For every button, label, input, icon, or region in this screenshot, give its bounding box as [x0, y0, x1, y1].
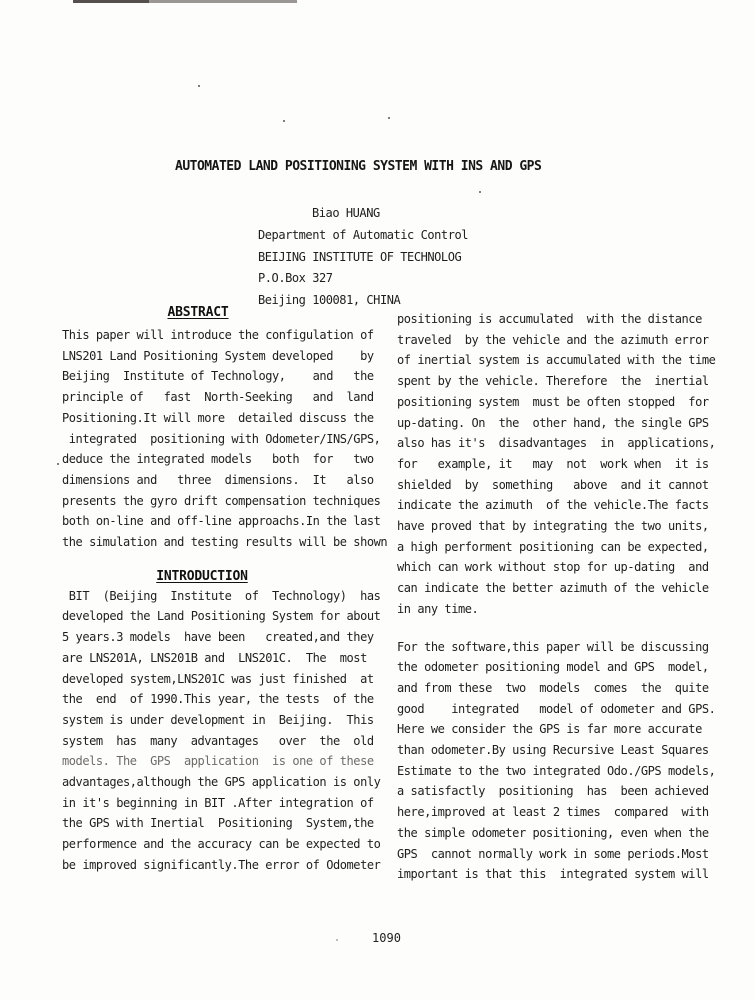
text-line: GPS cannot normally work in some periods.Most — [397, 846, 709, 861]
text-line: of inertial system is accumulated with the time — [397, 353, 716, 368]
text-line: Here we consider the GPS is far more accurate — [397, 722, 702, 737]
text-line: traveled by the vehicle and the azimuth error — [397, 332, 709, 347]
text-line: be improved significantly.The error of Odometer — [62, 857, 381, 872]
text-line: are LNS201A, LNS201B and LNS201C. The most — [62, 650, 367, 665]
text-line: Estimate to the two integrated Odo./GPS models, — [397, 763, 716, 778]
text-line: the end of 1990.This year, the tests of the — [62, 692, 374, 707]
text-line: For the software,this paper will be discussing — [397, 639, 709, 654]
text-line: both on-line and off-line approachs.In the last — [62, 514, 381, 529]
text-line: spent by the vehicle. Therefore the inertial — [397, 374, 709, 389]
text-line: positioning system must be often stopped for — [397, 394, 709, 409]
text-line: a high performent positioning can be expected, — [397, 539, 709, 554]
text-line: BIT (Beijing Institute of Technology) has — [62, 588, 381, 603]
author-line: BEIJING INSTITUTE OF TECHNOLOG — [258, 249, 462, 264]
left-column — [62, 305, 392, 876]
text-line: than odometer.By using Recursive Least Squares — [397, 743, 709, 758]
text-line: principle of fast North-Seeking and land — [62, 390, 374, 405]
text-line: for example, it may not work when it is — [397, 456, 709, 471]
text-line: positioning is accumulated with the distance — [397, 312, 702, 326]
text-line: performence and the accuracy can be expected to — [62, 837, 381, 852]
text-line: deduce the integrated models both for two — [62, 452, 374, 467]
introduction-heading: INTRODUCTION — [156, 568, 248, 584]
text-line: Positioning.It will more detailed discuss the — [62, 410, 374, 425]
text-line: models. The GPS application is one of these — [62, 754, 374, 769]
text-line: here,improved at least 2 times compared with — [397, 805, 709, 820]
right-column-paragraph-2 — [397, 637, 733, 885]
scan-artifact-bar-dark — [73, 0, 149, 3]
abstract-heading: ABSTRACT — [167, 305, 229, 320]
scan-artifact — [57, 463, 59, 465]
text-line: also has it's disadvantages in applications, — [397, 436, 716, 451]
text-line: have proved that by integrating the two units, — [397, 519, 709, 534]
text-line: system is under development in Beijing. This — [62, 712, 374, 727]
text-line: shielded by something above and it cannot — [397, 477, 709, 492]
abstract-text — [62, 325, 392, 553]
text-line: and from these two models comes the quite — [397, 680, 709, 695]
text-line: presents the gyro drift compensation techniques — [62, 493, 381, 508]
text-line: integrated positioning with Odometer/INS/GPS, — [62, 431, 381, 446]
text-line: LNS201 Land Positioning System developed by — [62, 348, 374, 363]
text-line: which can work without stop for up-dating and — [397, 560, 709, 575]
scan-artifact — [198, 85, 200, 87]
text-line: the simple odometer positioning, even when the — [397, 825, 709, 840]
text-line: advantages,although the GPS application is only — [62, 775, 381, 790]
scan-artifact — [388, 117, 390, 119]
text-line: good integrated model of odometer and GPS. — [397, 701, 716, 716]
text-line: the GPS with Inertial Positioning System,the — [62, 816, 374, 831]
text-line: the odometer positioning model and GPS model, — [397, 660, 709, 675]
text-line: 5 years.3 models have been created,and they — [62, 630, 374, 645]
paper-title: AUTOMATED LAND POSITIONING SYSTEM WITH INS AND GPS — [175, 159, 542, 174]
right-column-paragraph-1 — [397, 309, 733, 620]
author-block — [258, 203, 468, 312]
text-line: in it's beginning in BIT .After integration of — [62, 795, 374, 810]
text-line: up-dating. On the other hand, the single GPS — [397, 415, 709, 430]
text-line: This paper will introduce the configulation of — [62, 328, 374, 342]
text-line: indicate the azimuth of the vehicle.The facts — [397, 498, 709, 513]
text-line: can indicate the better azimuth of the vehicle — [397, 581, 709, 596]
text-line: Beijing Institute of Technology, and the — [62, 369, 374, 384]
text-line: important is that this integrated system will — [397, 867, 709, 882]
scan-artifact — [283, 120, 285, 122]
author-line: P.O.Box 327 — [258, 271, 333, 286]
text-line: developed system,LNS201C was just finished at — [62, 671, 374, 686]
page-number: 1090 — [372, 931, 401, 945]
text-line: the simulation and testing results will be shown — [62, 535, 388, 550]
text-line: in any time. — [397, 601, 479, 616]
text-line: dimensions and three dimensions. It also — [62, 472, 374, 487]
text-line: developed the Land Positioning System for about — [62, 609, 381, 624]
introduction-text — [62, 586, 392, 876]
author-line: Biao HUANG — [312, 206, 380, 220]
text-line: a satisfactly positioning has been achieved — [397, 784, 709, 799]
scan-artifact-bar-light — [149, 0, 297, 3]
right-column — [397, 309, 733, 885]
author-line: Beijing 100081, CHINA — [258, 293, 401, 308]
author-line: Department of Automatic Control — [258, 227, 469, 242]
scan-artifact — [479, 191, 481, 193]
text-line: system has many advantages over the old — [62, 733, 374, 748]
